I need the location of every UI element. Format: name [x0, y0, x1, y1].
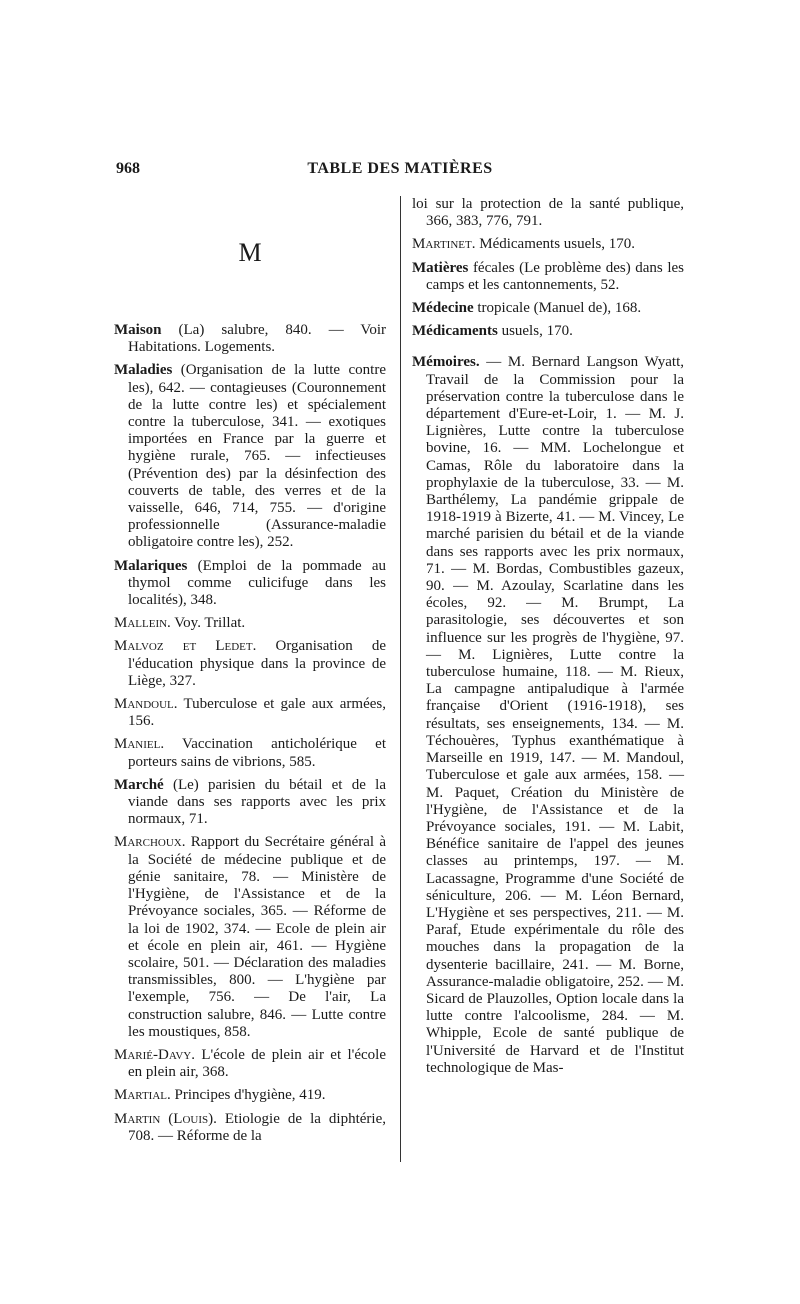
- page-number: 968: [116, 160, 140, 177]
- entry-text: Principes d'hygiène, 419.: [170, 1087, 326, 1104]
- index-entry-martial: [114, 1087, 386, 1104]
- entry-text: Organisation de l'éducation physique dans la province de Liège, 327.: [128, 638, 386, 689]
- left-column: [114, 198, 386, 1151]
- index-entry-maison: [114, 322, 386, 356]
- section-letter: M: [238, 238, 262, 267]
- index-entry-marie-davy: [114, 1047, 386, 1081]
- entry-text: Rapport du Secrétaire général à la Société de médecine publique et de génie sanitaire, 78. — Ministère de l'Hygiène, de l'Assistance et de la Prévoyance sociales, 365. — Réforme de la loi de 1902, 374. — Ecole de plein air et école en plein air, 461. — Hygiène scolaire, 501. — Déclaration des maladies transmissibles, 800. — L'hygiène par l'exemple, 756. — De l'air, La construction salubre, 846. — Lutte contre les moustiques, 858.: [128, 834, 386, 1040]
- index-entry-maniel: [114, 736, 386, 770]
- entry-text: (Emploi de la pommade au thymol comme culicifuge dans les localités), 348.: [128, 557, 386, 609]
- entry-text: — M. Bernard Langson Wyatt, Travail de la Commission pour la préservation contre la tuberculose dans le département d'Eure-et-Loir, 1. — M. J. Lignières, Lutte contre la tuberculose bovine, 16. — MM. Lochelongue et Camas, Rôle du laboratoire dans la prophylaxie de la tuberculose, 33. — M. Barthélemy, La pandémie grippale de 1918-1919 à Bizerte, 41. — M. Vincey, Le marché parisien du bétail et de la viande dans ses rapports avec les prix normaux, 71. — M. Bordas, Combustibles gazeux, 90. — M. Azoulay, Scarlatine dans les écoles, 92. — M. Brumpt, La parasitologie, ses découvertes et son influence sur les progrès de l'hygiène, 97. — M. Lignières, Lutte contre la tuberculose humaine, 118. — M. Rieux, La campagne antipaludique à l'armée française d'Orient (1916-1918), ses résultats, ses enseignements, 134. — M. Téchouères, Typhus exanthématique à Marseille en 1919, 147. — M. Mandoul, Tuberculose et gale aux armées, 158. — M. Paquet, Création du Ministère de l'Hygiène, de l'Assistance et de la Prévoyance sociales, 191. — M. Labit, Bénéfice sanitaire de l'appel des jeunes classes au printemps, 197. — M. Lacassagne, Programme d'une Société de séniculture, 206. — M. Léon Bernard, L'Hygiène et ses perspectives, 211. — M. Paraf, Etude expérimentale du rôle des mouches dans la propagation de la dysenterie bacillaire, 241. — M. Borne, Assurance-maladie obligatoire, 252. — M. Sicard de Plauzolles, Option locale dans la lutte contre l'alcoolisme, 284. — M. Whipple, Ecole de santé publique de l'Université de Harvard et de l'Institut technologique de Mas-: [426, 354, 684, 1076]
- entry-head: Mandoul.: [114, 696, 178, 713]
- entry-text: (La) salubre, 840. — Voir Habitations. Logements.: [128, 322, 386, 356]
- entry-head: Maniel.: [114, 736, 165, 753]
- index-entry-marchoux: [114, 834, 386, 1040]
- entry-text: tropicale (Manuel de), 168.: [473, 300, 642, 317]
- index-entry-mallein: [114, 615, 386, 632]
- entry-head: Malvoz et Ledet.: [114, 638, 257, 655]
- entry-head: Marchoux.: [114, 834, 186, 851]
- index-entry-matieres: [412, 260, 684, 294]
- entry-text: Voy. Trillat.: [170, 615, 246, 632]
- index-entry-medecine: [412, 300, 684, 317]
- index-entry-malariques: [114, 558, 386, 610]
- index-entry-marche: [114, 777, 386, 829]
- entry-text: L'école de plein air et l'école en plein air, 368.: [128, 1046, 386, 1081]
- entry-head: Martial.: [114, 1087, 171, 1104]
- entry-head: Marié-Davy.: [114, 1046, 195, 1063]
- entry-head: Médecine: [412, 300, 474, 317]
- column-rule: [400, 196, 401, 1162]
- entry-text: loi sur la protection de la santé publique, 366, 383, 776, 791.: [412, 196, 684, 230]
- entry-text: Tuberculose et gale aux armées, 156.: [128, 696, 386, 730]
- entry-text: Etiologie de la diphtérie, 708. — Réforme de la: [128, 1110, 386, 1144]
- entry-text: (Organisation de la lutte contre les), 642. — contagieuses (Couronnement de la lutte contre les) et spécialement contre la tuberculose, 341. — exotiques importées en France par la guerre et hygiène rurale, 765. — infectieuses (Prévention des) par la désinfection des couverts de table, des verres et de la vaisselle, 646, 714, 755. — d'origine professionnelle (Assurance-maladie obligatoire contre les), 252.: [128, 362, 386, 551]
- entry-text: usuels, 170.: [497, 323, 573, 340]
- right-column: [412, 196, 684, 1083]
- index-entry-martinet: [412, 236, 684, 253]
- entry-head: Malariques: [114, 557, 188, 574]
- index-entry-malvoz-ledet: [114, 638, 386, 690]
- running-title: TABLE DES MATIÈRES: [307, 160, 493, 177]
- entry-text: (Le) parisien du bétail et de la viande dans ses rapports avec les prix normaux, 71.: [128, 776, 386, 828]
- entry-text: Médicaments usuels, 170.: [475, 236, 636, 253]
- entry-text: Vaccination anticholérique et porteurs sains de vibrions, 585.: [128, 736, 386, 770]
- entry-head: Maladies: [114, 362, 173, 379]
- entry-head: Marché: [114, 776, 164, 793]
- index-entry-continued: [412, 196, 684, 230]
- index-entry-medicaments: [412, 323, 684, 340]
- entry-head: Médicaments: [412, 323, 498, 340]
- entry-head: Maison: [114, 322, 162, 338]
- index-entry-martin-louis: [114, 1111, 386, 1145]
- index-entry-memoires: [412, 354, 684, 1077]
- entry-head: Mémoires.: [412, 354, 480, 371]
- index-entry-mandoul: [114, 696, 386, 730]
- index-entry-maladies: [114, 362, 386, 551]
- entry-head: Martinet.: [412, 236, 476, 253]
- entry-text: fécales (Le problème des) dans les camps et les cantonnements, 52.: [426, 259, 684, 293]
- entry-head: Mallein.: [114, 615, 171, 632]
- entry-head: Matières: [412, 259, 469, 276]
- entry-head: Martin (Louis).: [114, 1110, 217, 1127]
